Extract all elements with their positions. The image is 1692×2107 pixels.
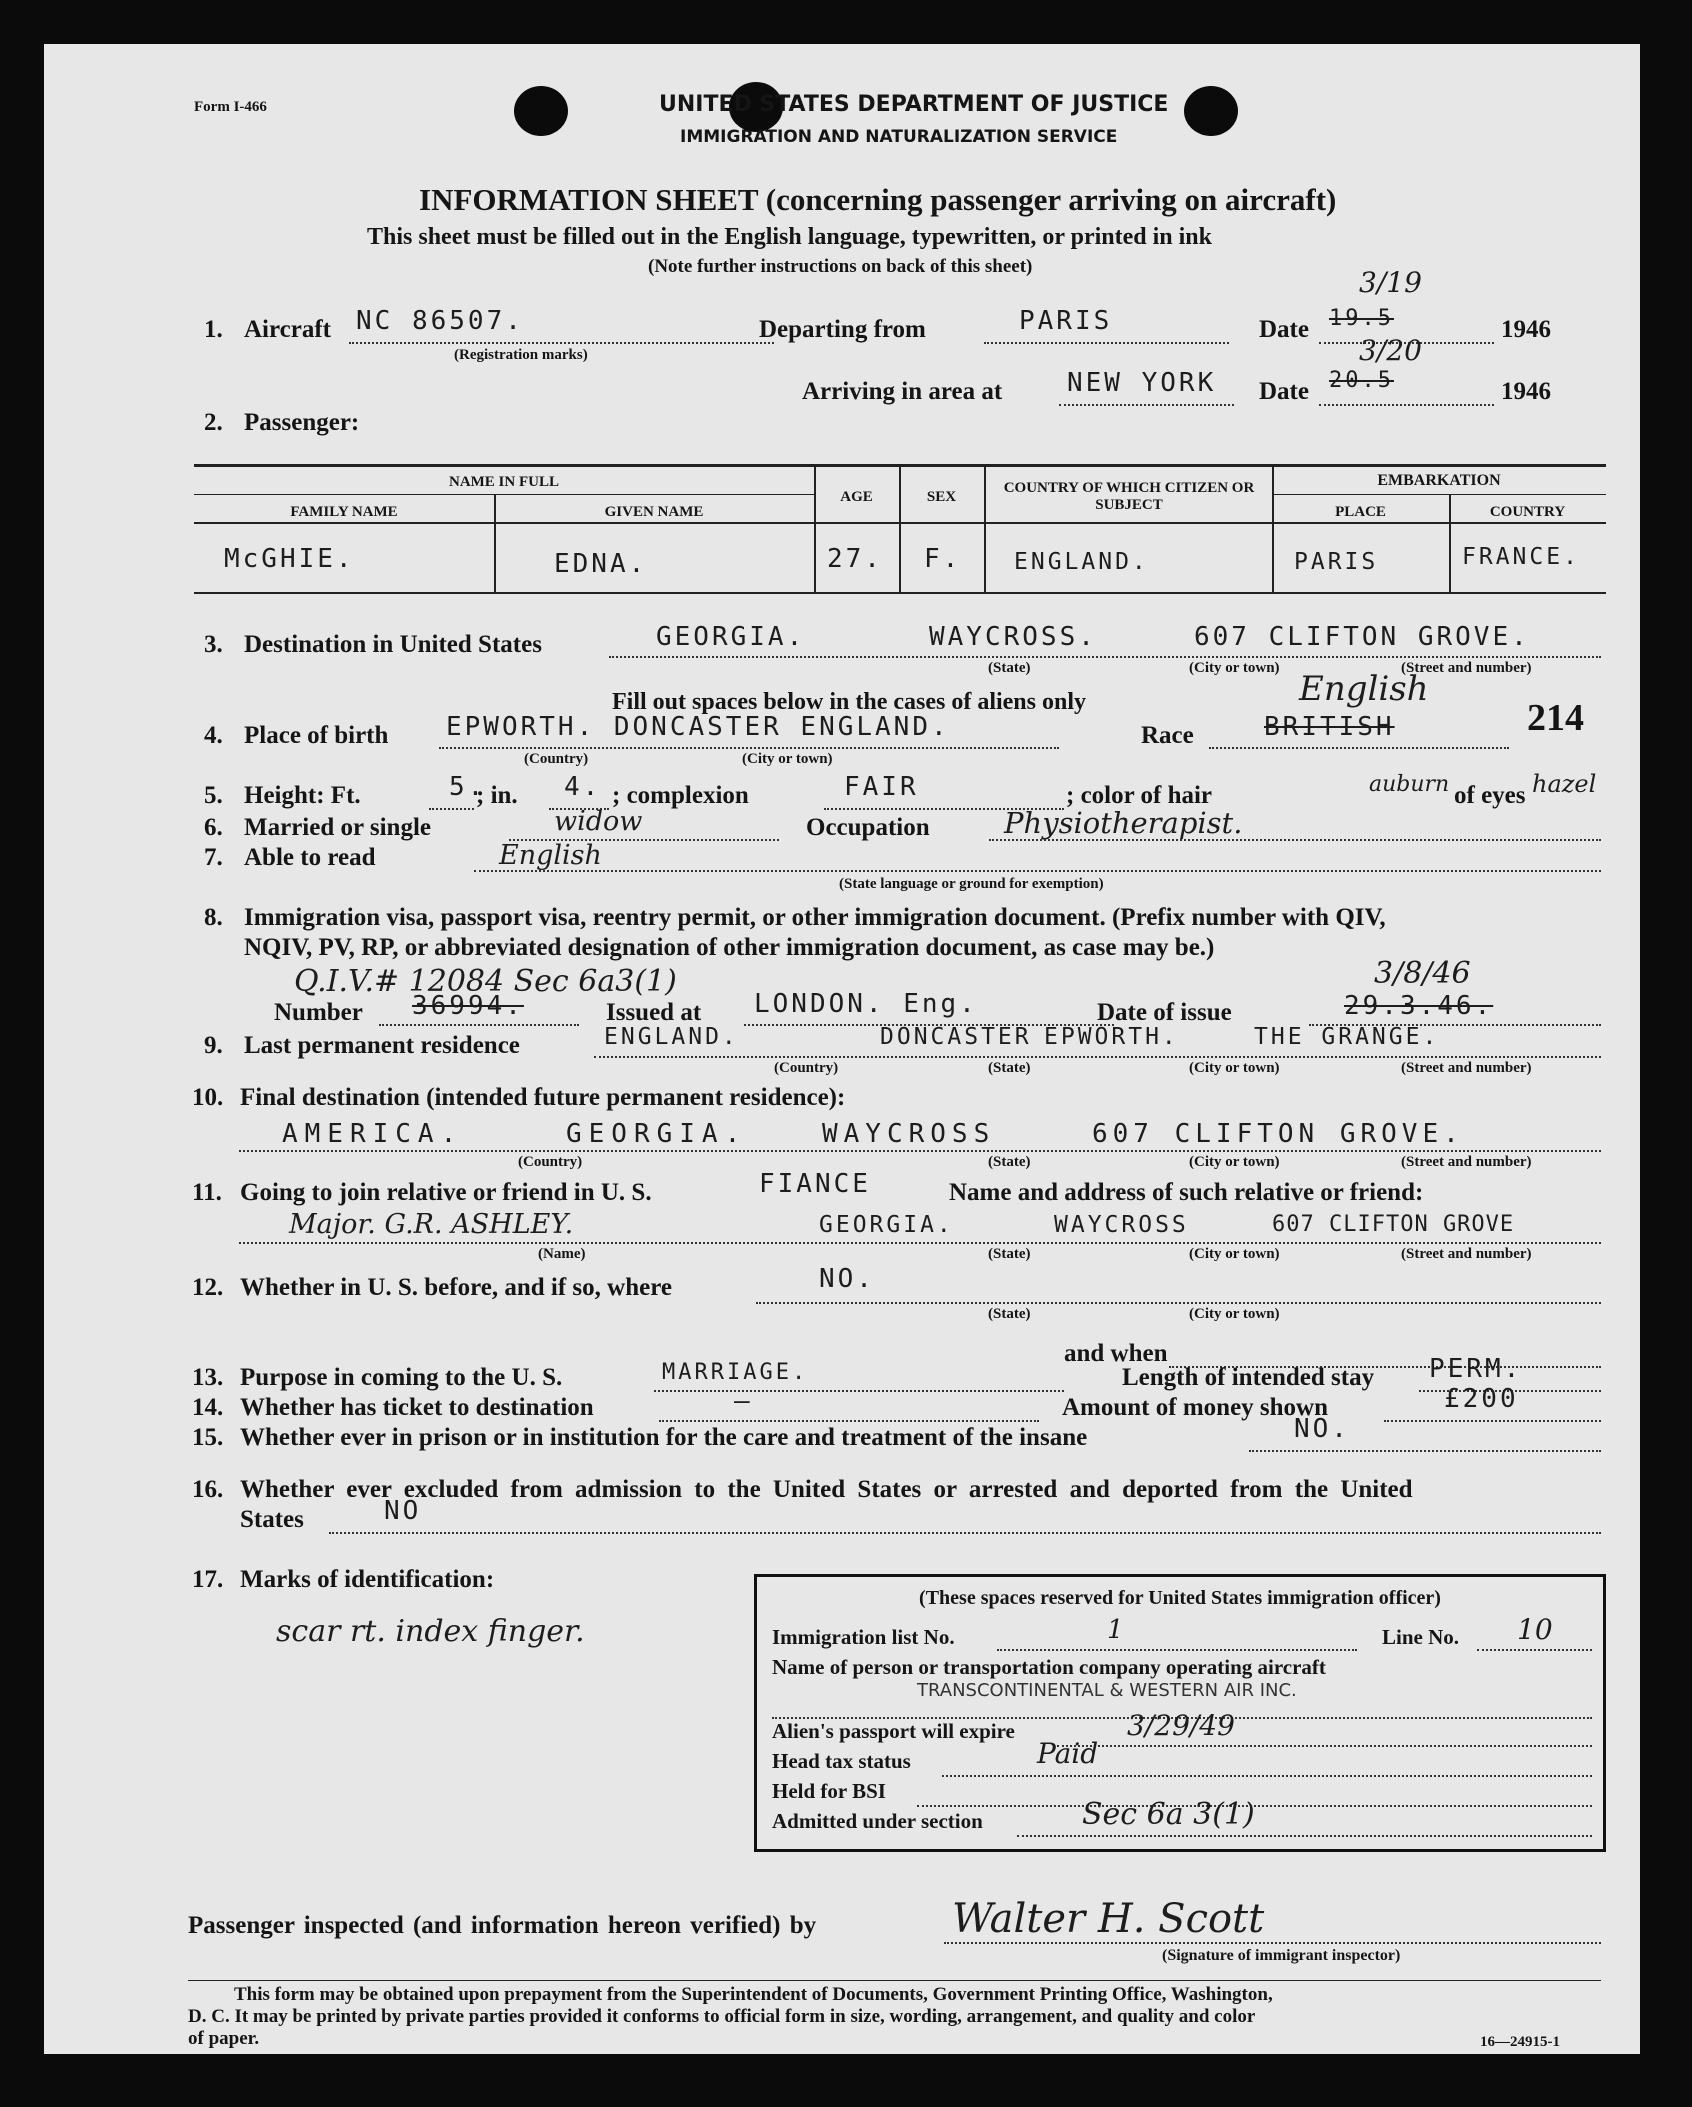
birthplace-city-caption: (City or town) — [742, 751, 833, 767]
prior-visit-when-label: and when — [1064, 1340, 1168, 1367]
signature-caption: (Signature of immigrant inspector) — [1162, 1947, 1401, 1964]
arrival-date-corrected: 3/20 — [1359, 334, 1422, 367]
purpose-label: Purpose in coming to the U. S. — [240, 1364, 563, 1391]
purpose-value: MARRIAGE. — [662, 1360, 809, 1385]
destination-state: GEORGIA. — [656, 622, 806, 652]
prior-visit-state-caption: (State) — [988, 1306, 1031, 1322]
country-header: COUNTRY — [1489, 504, 1566, 520]
item-12-number: 12. — [192, 1274, 224, 1301]
departing-value: PARIS — [1019, 306, 1113, 336]
transport-company-stamp: TRANSCONTINENTAL & WESTERN AIR INC. — [917, 1680, 1297, 1701]
relative-name-caption: (Name) — [538, 1246, 586, 1262]
last-residence-street: THE GRANGE. — [1254, 1024, 1440, 1050]
departure-year: 1946 — [1501, 316, 1551, 343]
final-destination-street: 607 CLIFTON GROVE. — [1092, 1119, 1464, 1149]
issue-date-label: Date of issue — [1097, 999, 1232, 1026]
passport-expiry-label: Alien's passport will expire — [772, 1719, 1015, 1743]
departure-date-label: Date — [1259, 316, 1309, 343]
head-tax-label: Head tax status — [772, 1749, 911, 1773]
inspection-label: Passenger inspected (and information hereon verified) by — [188, 1912, 817, 1939]
final-destination-city-caption: (City or town) — [1189, 1154, 1280, 1170]
final-destination-state: GEORGIA. — [566, 1119, 748, 1149]
prison-label: Whether ever in prison or in institution for the care and treatment of the insane — [240, 1424, 1088, 1451]
race-struck: BRITISH — [1264, 712, 1395, 742]
sex-header: SEX — [926, 489, 957, 505]
excluded-label-line2: States — [240, 1506, 304, 1533]
birthplace-value: EPWORTH. DONCASTER ENGLAND. — [446, 712, 950, 742]
item-16-number: 16. — [192, 1476, 224, 1503]
immigration-list-label: Immigration list No. — [772, 1625, 955, 1649]
birthplace-label: Place of birth — [244, 722, 389, 749]
final-destination-country: AMERICA. — [282, 1119, 464, 1149]
relative-state-caption: (State) — [988, 1246, 1031, 1262]
page-title: INFORMATION SHEET (concerning passenger arriving on aircraft) — [419, 182, 1337, 217]
identification-marks-label: Marks of identification: — [240, 1566, 495, 1593]
ticket-value: — — [734, 1386, 753, 1416]
marital-status-label: Married or single — [244, 814, 431, 841]
officer-box-heading: (These spaces reserved for United States immigration officer) — [919, 1587, 1441, 1609]
arrival-date-struck: 20.5 — [1329, 368, 1394, 393]
immigration-officer-box — [754, 1574, 1606, 1852]
hair-color-value: auburn — [1369, 772, 1450, 797]
destination-label: Destination in United States — [244, 631, 542, 658]
join-relative-label: Going to join relative or friend in U. S. — [240, 1179, 652, 1206]
issued-at-label: Issued at — [606, 999, 702, 1026]
item-14-number: 14. — [192, 1394, 224, 1421]
final-destination-street-caption: (Street and number) — [1401, 1154, 1532, 1170]
item-11-number: 11. — [192, 1179, 222, 1206]
item-5-number: 5. — [204, 782, 223, 809]
last-residence-label: Last permanent residence — [244, 1032, 520, 1059]
aircraft-label: Aircraft — [244, 316, 331, 343]
embarkation-country-value: FRANCE. — [1462, 544, 1580, 570]
last-residence-street-caption: (Street and number) — [1401, 1060, 1532, 1076]
last-residence-state: DONCASTER — [880, 1024, 1032, 1050]
family-name-header: FAMILY NAME — [290, 504, 398, 520]
occupation-label: Occupation — [806, 814, 930, 841]
relative-state: GEORGIA. — [819, 1212, 954, 1238]
ticket-label: Whether has ticket to destination — [240, 1394, 594, 1421]
destination-street-caption: (Street and number) — [1401, 660, 1532, 676]
destination-city: WAYCROSS. — [929, 622, 1097, 652]
footer-line2: D. C. It may be printed by private parties provided it conforms to official form in size, wording, arrangement, and quality and color — [188, 2006, 1256, 2027]
excluded-label-line1: Whether ever excluded from admission to the United States or arrested and deported from the United — [240, 1476, 1413, 1503]
place-header: PLACE — [1335, 504, 1386, 520]
reading-caption: (State language or ground for exemption) — [839, 876, 1104, 892]
form-sheet — [44, 44, 1640, 2054]
item-10-number: 10. — [192, 1084, 224, 1111]
age-header: AGE — [840, 489, 873, 505]
prior-visit-value: NO. — [819, 1264, 875, 1294]
footer-form-code: 16—24915-1 — [1480, 2034, 1560, 2050]
reading-value: English — [499, 840, 602, 871]
identification-marks-value: scar rt. index finger. — [276, 1614, 585, 1649]
item-6-number: 6. — [204, 814, 223, 841]
final-destination-state-caption: (State) — [988, 1154, 1031, 1170]
destination-street: 607 CLIFTON GROVE. — [1194, 622, 1530, 652]
complexion-label: ; complexion — [612, 782, 749, 809]
item-2-number: 2. — [204, 409, 223, 436]
passport-expiry-value: 3/29/49 — [1127, 1709, 1235, 1742]
arriving-label: Arriving in area at — [802, 378, 1003, 405]
stamp-number: 214 — [1527, 697, 1584, 739]
item-9-number: 9. — [204, 1032, 223, 1059]
aliens-only-heading: Fill out spaces below in the cases of aliens only — [612, 689, 1087, 715]
last-residence-city: EPWORTH. — [1044, 1024, 1179, 1050]
item-4-number: 4. — [204, 722, 223, 749]
money-label: Amount of money shown — [1062, 1394, 1329, 1421]
departure-date-corrected: 3/19 — [1359, 266, 1422, 299]
final-destination-city: WAYCROSS — [822, 1119, 996, 1149]
document-text-line2: NQIV, PV, RP, or abbreviated designation of other immigration document, as case may be.) — [244, 934, 1215, 961]
eye-color-value: hazel — [1532, 770, 1597, 798]
occupation-value: Physiotherapist. — [1004, 806, 1243, 840]
height-feet-value: 5. — [449, 772, 487, 802]
arriving-value: NEW YORK — [1067, 368, 1217, 398]
document-number-added: Q.I.V.# 12084 Sec 6a3(1) — [294, 964, 677, 999]
final-destination-label: Final destination (intended future permanent residence): — [240, 1084, 846, 1111]
given-name-value: EDNA. — [554, 549, 648, 579]
sex-value: F. — [924, 544, 962, 574]
race-correction: English — [1299, 669, 1429, 709]
admitted-section-value: Sec 6a 3(1) — [1082, 1797, 1255, 1832]
form-number: Form I-466 — [194, 99, 267, 115]
last-residence-state-caption: (State) — [988, 1060, 1031, 1076]
prior-visit-city-caption: (City or town) — [1189, 1306, 1280, 1322]
issue-date-struck: 29.3.46. — [1344, 991, 1494, 1021]
destination-state-caption: (State) — [988, 660, 1031, 676]
departing-label: Departing from — [759, 316, 926, 343]
name-in-full-header: NAME IN FULL — [448, 474, 559, 490]
birthplace-country-caption: (Country) — [524, 751, 589, 767]
department-name: UNITED STATES DEPARTMENT OF JUSTICE — [659, 92, 1169, 117]
line-number-label: Line No. — [1382, 1625, 1460, 1649]
last-residence-country-caption: (Country) — [774, 1060, 839, 1076]
hair-color-label: ; color of hair — [1066, 782, 1213, 809]
issue-date-corrected: 3/8/46 — [1374, 956, 1471, 991]
departure-date-struck: 19.5 — [1329, 306, 1394, 331]
punch-hole-left — [514, 86, 568, 136]
footer-line3: of paper. — [188, 2028, 260, 2049]
family-name-value: McGHIE. — [224, 544, 355, 574]
document-text-line1: Immigration visa, passport visa, reentry permit, or other immigration document. (Prefix number with QIV, — [244, 904, 1386, 931]
join-relative-relation: FIANCE — [759, 1169, 871, 1199]
race-label: Race — [1141, 722, 1194, 749]
relative-city-caption: (City or town) — [1189, 1246, 1280, 1262]
immigration-list-value: 1 — [1107, 1615, 1124, 1645]
height-inches-label: ; in. — [476, 782, 518, 809]
admitted-section-label: Admitted under section — [772, 1809, 983, 1833]
footer-line1: This form may be obtained upon prepayment from the Superintendent of Documents, Government Printing Office, Washington, — [234, 1984, 1273, 2005]
destination-city-caption: (City or town) — [1189, 660, 1280, 676]
age-value: 27. — [827, 544, 883, 574]
relative-street: 607 CLIFTON GROVE — [1272, 1212, 1515, 1237]
citizen-value: ENGLAND. — [1014, 549, 1149, 575]
stay-length-label: Length of intended stay — [1122, 1364, 1375, 1391]
service-name: IMMIGRATION AND NATURALIZATION SERVICE — [680, 127, 1118, 147]
inspector-signature: Walter H. Scott — [952, 1896, 1265, 1942]
item-3-number: 3. — [204, 631, 223, 658]
final-destination-country-caption: (Country) — [518, 1154, 583, 1170]
prior-visit-label: Whether in U. S. before, and if so, where — [240, 1274, 672, 1301]
item-7-number: 7. — [204, 844, 223, 871]
embarkation-header: EMBARKATION — [1377, 472, 1501, 489]
transport-company-label: Name of person or transportation company operating aircraft — [772, 1655, 1326, 1679]
item-17-number: 17. — [192, 1566, 224, 1593]
eye-color-label: of eyes — [1454, 782, 1526, 809]
subtitle: This sheet must be filled out in the English language, typewritten, or printed in ink — [367, 224, 1212, 250]
line-number-value: 10 — [1517, 1613, 1553, 1646]
bsi-label: Held for BSI — [772, 1779, 886, 1803]
last-residence-city-caption: (City or town) — [1189, 1060, 1280, 1076]
excluded-value: NO — [384, 1496, 422, 1526]
document-number-label: Number — [274, 999, 363, 1026]
prison-value: NO. — [1294, 1414, 1350, 1444]
head-tax-value: Paid — [1037, 1737, 1099, 1770]
given-name-header: GIVEN NAME — [604, 504, 704, 520]
arrival-date-label: Date — [1259, 378, 1309, 405]
item-13-number: 13. — [192, 1364, 224, 1391]
item-1-number: 1. — [204, 316, 223, 343]
document-number-struck: 36994. — [412, 991, 524, 1021]
relative-city: WAYCROSS — [1054, 1212, 1189, 1238]
stay-length-value: PERM. — [1429, 1354, 1523, 1384]
passenger-label: Passenger: — [244, 409, 360, 436]
marital-status-value: widow — [554, 806, 643, 837]
complexion-value: FAIR — [844, 772, 919, 802]
height-feet-label: Height: Ft. — [244, 782, 361, 809]
relative-street-caption: (Street and number) — [1401, 1246, 1532, 1262]
relative-name: Major. G.R. ASHLEY. — [289, 1209, 574, 1240]
last-residence-country: ENGLAND. — [604, 1024, 739, 1050]
instructions-note: (Note further instructions on back of this sheet) — [648, 256, 1033, 277]
embarkation-place-value: PARIS — [1294, 549, 1379, 575]
relative-name-address-label: Name and address of such relative or friend: — [949, 1179, 1424, 1206]
height-inches-value: 4. — [564, 772, 602, 802]
item-15-number: 15. — [192, 1424, 224, 1451]
aircraft-value: NC 86507. — [356, 306, 524, 336]
citizen-header: COUNTRY OF WHICH CITIZEN OR SUBJECT — [1003, 480, 1255, 513]
punch-hole-right — [1184, 86, 1238, 136]
reading-label: Able to read — [244, 844, 376, 871]
money-value: £200 — [1444, 1384, 1519, 1414]
item-8-number: 8. — [204, 904, 223, 931]
issued-at-value: LONDON. Eng. — [754, 989, 978, 1019]
arrival-year: 1946 — [1501, 378, 1551, 405]
registration-caption: (Registration marks) — [454, 347, 588, 363]
